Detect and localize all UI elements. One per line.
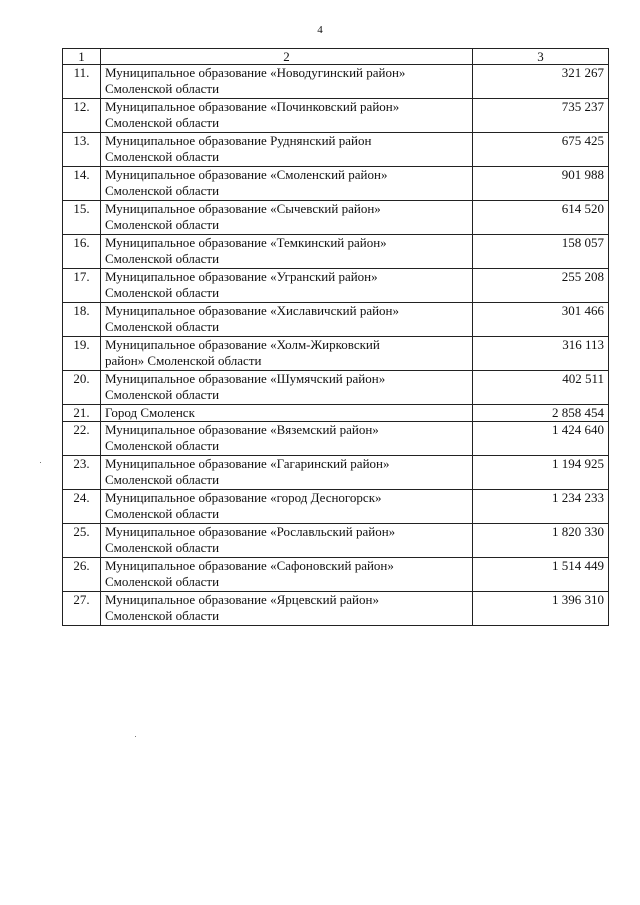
allocation-table [62,48,609,626]
row-number: 13. [63,133,101,167]
row-number: 20. [63,371,101,405]
amount-value: 301 466 [473,303,609,337]
amount-value: 321 267 [473,65,609,99]
table-row [63,269,609,303]
row-number: 15. [63,201,101,235]
scan-speck [40,462,41,463]
amount-value: 1 234 233 [473,490,609,524]
row-number: 14. [63,167,101,201]
column-header-value: 3 [473,49,609,65]
column-header-name: 2 [101,49,473,65]
amount-value: 1 396 310 [473,592,609,626]
row-number: 17. [63,269,101,303]
table-header [63,49,609,65]
table-row [63,371,609,405]
table-row [63,65,609,99]
row-number: 23. [63,456,101,490]
table-row [63,422,609,456]
table-row [63,133,609,167]
table-row [63,524,609,558]
municipality-name: Муниципальное образование «Вяземский район» Смоленской области [101,422,473,456]
column-header-number: 1 [63,49,101,65]
table-row [63,558,609,592]
table-row [63,167,609,201]
row-number: 12. [63,99,101,133]
municipality-name: Муниципальное образование «Хиславичский район» Смоленской области [101,303,473,337]
table-row [63,235,609,269]
amount-value: 614 520 [473,201,609,235]
row-number: 27. [63,592,101,626]
municipality-name: Муниципальное образование «Темкинский район» Смоленской области [101,235,473,269]
row-number: 18. [63,303,101,337]
amount-value: 255 208 [473,269,609,303]
row-number: 26. [63,558,101,592]
row-number: 21. [63,405,101,422]
municipality-name: Муниципальное образование «Смоленский район» Смоленской области [101,167,473,201]
table-row [63,201,609,235]
row-number: 24. [63,490,101,524]
row-number: 25. [63,524,101,558]
amount-value: 1 820 330 [473,524,609,558]
municipality-name: Муниципальное образование «город Десногорск» Смоленской области [101,490,473,524]
municipality-name: Муниципальное образование «Холм-Жирковский район» Смоленской области [101,337,473,371]
municipality-name: Муниципальное образование «Рославльский район» Смоленской области [101,524,473,558]
scan-speck [135,736,136,737]
municipality-name: Муниципальное образование «Ярцевский район» Смоленской области [101,592,473,626]
page-number: 4 [317,24,323,36]
table-row [63,337,609,371]
amount-value: 402 511 [473,371,609,405]
row-number: 19. [63,337,101,371]
municipality-name: Муниципальное образование «Новодугинский район» Смоленской области [101,65,473,99]
table-row [63,456,609,490]
municipality-name: Муниципальное образование «Угранский район» Смоленской области [101,269,473,303]
row-number: 22. [63,422,101,456]
row-number: 11. [63,65,101,99]
row-number: 16. [63,235,101,269]
amount-value: 901 988 [473,167,609,201]
table-row [63,303,609,337]
amount-value: 1 424 640 [473,422,609,456]
amount-value: 316 113 [473,337,609,371]
amount-value: 735 237 [473,99,609,133]
amount-value: 675 425 [473,133,609,167]
header-row [63,49,609,65]
table-row [63,490,609,524]
municipality-name: Муниципальное образование «Починковский район» Смоленской области [101,99,473,133]
table-row [63,405,609,422]
municipality-name: Муниципальное образование «Шумячский район» Смоленской области [101,371,473,405]
table-row [63,592,609,626]
municipality-name: Муниципальное образование «Сафоновский район» Смоленской области [101,558,473,592]
municipality-name: Муниципальное образование Руднянский район Смоленской области [101,133,473,167]
amount-value: 2 858 454 [473,405,609,422]
amount-value: 1 194 925 [473,456,609,490]
table-row [63,99,609,133]
municipality-name: Муниципальное образование «Сычевский район» Смоленской области [101,201,473,235]
municipality-name: Муниципальное образование «Гагаринский район» Смоленской области [101,456,473,490]
table-body [63,65,609,626]
amount-value: 158 057 [473,235,609,269]
amount-value: 1 514 449 [473,558,609,592]
municipality-name: Город Смоленск [101,405,473,422]
